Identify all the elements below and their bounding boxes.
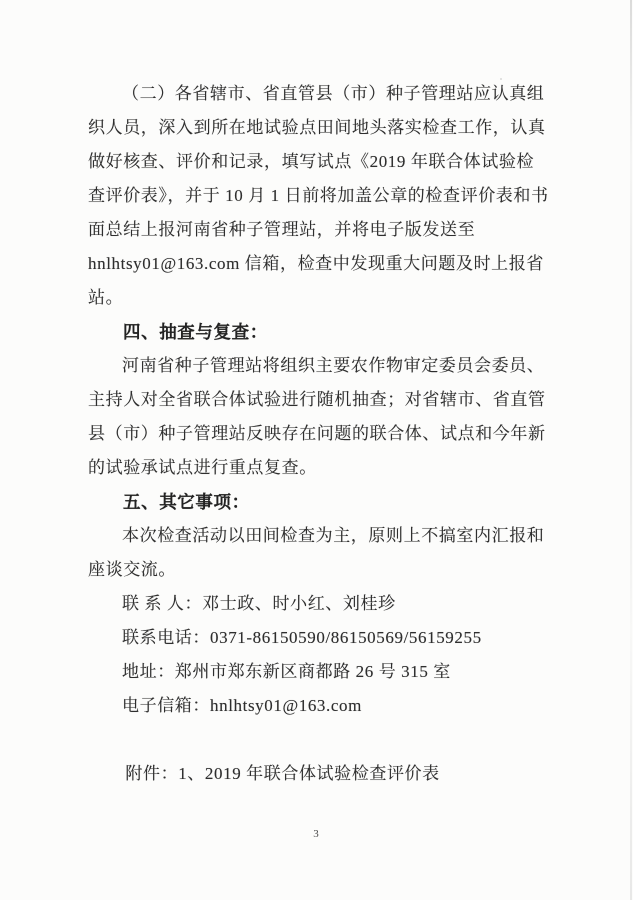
paragraph-line: 本次检查活动以田间检查为主，原则上不搞室内汇报和 bbox=[122, 526, 545, 545]
paragraph-line: 查评价表》，并于 10 月 1 日前将加盖公章的检查评价表和书 bbox=[88, 186, 549, 205]
scan-noise-speck bbox=[500, 78, 502, 80]
section-heading-spot-check: 四、抽查与复查： bbox=[123, 322, 268, 342]
paragraph-line: 做好核查、评价和记录，填写试点《2019 年联合体试验检 bbox=[88, 152, 535, 171]
contact-address-line: 地址：郑州市郑东新区商都路 26 号 315 室 bbox=[122, 662, 451, 681]
contact-email-line: 电子信箱：hnlhtsy01@163.com bbox=[122, 696, 362, 715]
paragraph-line: 站。 bbox=[88, 288, 124, 307]
paragraph-line: 座谈交流。 bbox=[88, 560, 176, 579]
page-number: 3 bbox=[313, 828, 320, 840]
paragraph-line: 面总结上报河南省种子管理站，并将电子版发送至 bbox=[88, 220, 476, 239]
document-content bbox=[88, 77, 548, 791]
contact-phone-line: 联系电话：0371-86150590/86150569/56159255 bbox=[122, 628, 482, 647]
paragraph-line: 县（市）种子管理站反映存在问题的联合体、试点和今年新 bbox=[88, 424, 546, 443]
paragraph-line: 主持人对全省联合体试验进行随机抽查；对省辖市、省直管 bbox=[88, 390, 546, 409]
attachment-line: 附件：1、2019 年联合体试验检查评价表 bbox=[125, 764, 440, 783]
paragraph-line: 的试验承试点进行重点复查。 bbox=[88, 458, 317, 477]
paragraph-line: （二）各省辖市、省直管县（市）种子管理站应认真组 bbox=[122, 84, 545, 103]
scan-edge-artifact bbox=[630, 0, 632, 900]
paragraph-line: 织人员，深入到所在地试验点田间地头落实检查工作，认真 bbox=[88, 118, 546, 137]
scan-noise-speck bbox=[309, 84, 311, 86]
paragraph-line: hnlhtsy01@163.com 信箱，检查中发现重大问题及时上报省 bbox=[88, 254, 544, 273]
paragraph-line: 河南省种子管理站将组织主要农作物审定委员会委员、 bbox=[122, 356, 545, 375]
section-heading-other-matters: 五、其它事项： bbox=[123, 492, 250, 512]
contact-persons-line: 联 系 人：邓士政、时小红、刘桂珍 bbox=[122, 594, 396, 613]
